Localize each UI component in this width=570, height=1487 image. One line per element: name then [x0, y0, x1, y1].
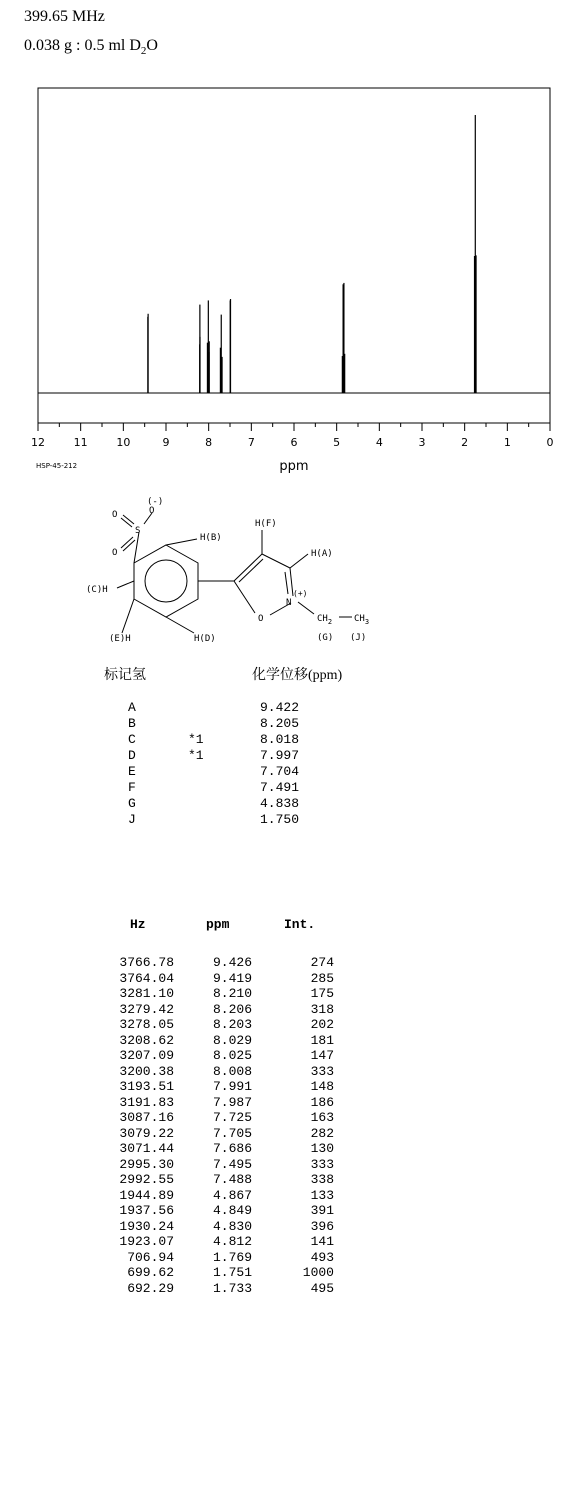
peak-row: [114, 1033, 344, 1049]
peak-ppm: 8.029: [212, 1032, 252, 1048]
peak-ppm: 4.849: [212, 1203, 252, 1218]
ha-bond: [290, 554, 308, 568]
x-tick-label: 11: [73, 436, 88, 449]
o2-label: O: [112, 510, 118, 520]
peak-hz: 699.62: [127, 1265, 174, 1280]
x-tick-label: 1: [503, 436, 511, 449]
peak-row: [114, 1219, 344, 1235]
peak-hz: 3193.51: [119, 1079, 174, 1094]
sample-suffix: O: [146, 37, 158, 54]
peak-hz: 2992.55: [119, 1172, 174, 1187]
spectrum-code: HSP-45-212: [36, 462, 78, 470]
peak-ppm: 7.725: [212, 1110, 252, 1125]
c4-c3-bond: [262, 554, 290, 568]
shift-row: [128, 764, 328, 780]
peak-ppm: 8.008: [212, 1063, 252, 1079]
o-minus-label: (-): [147, 497, 164, 507]
hd-label: H(D): [194, 634, 216, 644]
peak-hz: 3208.62: [119, 1032, 174, 1048]
he-bond: [122, 599, 134, 633]
shift-row: [128, 748, 328, 764]
shift-row: [128, 732, 328, 748]
peak-int: 396: [310, 1218, 334, 1234]
peak-hz: 3766.78: [119, 955, 174, 970]
he-label: (E)H: [109, 634, 131, 644]
shift-label: E: [128, 764, 136, 779]
j-label: (J): [350, 633, 367, 643]
peak-ppm: 1.769: [212, 1249, 252, 1265]
ring-o-label: O: [258, 614, 264, 624]
x-tick-label: 9: [162, 436, 170, 449]
shift-label: B: [128, 716, 136, 731]
peak-hz: 2995.30: [119, 1156, 174, 1172]
shift-shift: 7.704: [260, 764, 300, 779]
peak-hz: 3071.44: [119, 1141, 174, 1156]
peak-header-hz: Hz: [130, 917, 146, 932]
o3-label: O: [112, 548, 118, 558]
x-tick-label: 7: [247, 436, 255, 449]
s-ring-bond: [134, 532, 139, 563]
shift-label: D: [128, 748, 136, 763]
peak-hz: 692.29: [127, 1280, 174, 1296]
peak-row: [114, 1126, 344, 1142]
x-tick-label: 8: [205, 436, 213, 449]
hc-label: (C)H: [86, 585, 108, 595]
shift-row: [128, 716, 328, 732]
peak-int: 202: [310, 1017, 334, 1032]
peak-hz: 3200.38: [119, 1063, 174, 1079]
x-tick-label: 2: [461, 436, 469, 449]
peak-int: 285: [310, 970, 334, 986]
shift-row: [128, 812, 328, 828]
peak-hz: 706.94: [127, 1249, 174, 1265]
n-plus-label: (+): [293, 589, 308, 598]
ch3-label: $CH_3$: [354, 614, 370, 626]
peak-int: 147: [310, 1048, 334, 1063]
peak-int: 175: [310, 986, 334, 1001]
peak-ppm: 7.495: [212, 1156, 252, 1172]
peak-row: [114, 1048, 344, 1064]
peak-int: 318: [310, 1001, 334, 1017]
peak-int: 130: [310, 1141, 334, 1156]
n-ch2-bond: [298, 602, 314, 614]
shift-shift: 7.997: [260, 748, 300, 763]
peak-row: [114, 986, 344, 1002]
peak-hz: 3279.42: [119, 1001, 174, 1017]
peak-ppm: 7.987: [212, 1094, 252, 1110]
peak-row: [114, 1141, 344, 1157]
peak-header-ppm: ppm: [206, 917, 230, 932]
peak-row: [114, 1250, 344, 1266]
peak-row: [114, 1079, 344, 1095]
peak-ppm: 7.686: [212, 1141, 252, 1156]
x-axis-label: ppm: [279, 459, 309, 474]
peak-hz: 1930.24: [119, 1218, 174, 1234]
shift-row: [128, 780, 328, 796]
peak-ppm: 4.812: [212, 1234, 252, 1249]
peak-ppm: 1.751: [212, 1265, 252, 1280]
shift-shift: 7.491: [260, 780, 300, 795]
peak-hz: 3278.05: [119, 1017, 174, 1032]
shift-shift: 9.422: [260, 700, 300, 715]
peak-int: 274: [310, 955, 334, 970]
peak-ppm: 8.025: [212, 1048, 252, 1063]
peak-row: [114, 1002, 344, 1018]
peak-row: [114, 1172, 344, 1188]
ha-label: H(A): [311, 549, 333, 559]
peak-hz: 3191.83: [119, 1094, 174, 1110]
peak-row: [114, 1157, 344, 1173]
peak-hz: 3079.22: [119, 1125, 174, 1141]
peak-int: 186: [310, 1094, 334, 1110]
peak-int: 181: [310, 1032, 334, 1048]
peak-header-int: Int.: [284, 917, 316, 932]
peak-ppm: 7.488: [212, 1172, 252, 1187]
x-tick-label: 0: [546, 436, 554, 449]
sample-subscript: 2: [140, 45, 147, 58]
shift-table: [128, 700, 328, 828]
peak-row: [114, 955, 344, 971]
peak-row: [114, 1110, 344, 1126]
shift-row: [128, 700, 328, 716]
peak-int: 333: [310, 1156, 334, 1172]
peak-row: [114, 1203, 344, 1219]
o1-label: O: [149, 506, 155, 516]
shift-shift: 4.838: [260, 796, 300, 811]
peak-hz: 1923.07: [119, 1234, 174, 1249]
sample-prefix: 0.038 g : 0.5 ml D: [24, 37, 141, 54]
peak-row: [114, 1265, 344, 1281]
hf-label: H(F): [255, 519, 277, 529]
peak-row: [114, 1188, 344, 1204]
peak-ppm: 1.733: [212, 1280, 252, 1296]
hc-bond: [117, 581, 134, 588]
peak-ppm: 8.203: [212, 1017, 252, 1032]
s-label: S: [135, 526, 141, 536]
spectrometer-frequency: 399.65 MHz: [24, 8, 105, 25]
shift-label: J: [128, 812, 136, 827]
x-tick-label: 5: [333, 436, 341, 449]
shift-header-shift: 化学位移(ppm): [252, 668, 343, 683]
shift-shift: 1.750: [260, 812, 300, 827]
hb-label: H(B): [200, 533, 222, 543]
molecular-structure: [0, 0, 570, 660]
x-tick-label: 12: [31, 436, 45, 449]
aromatic-circle: [145, 560, 187, 602]
ch2-label: $CH_2$: [317, 614, 333, 626]
peak-int: 163: [310, 1110, 334, 1125]
benzene-ring: [134, 545, 198, 617]
peak-row: [114, 1234, 344, 1250]
hd-bond: [166, 617, 194, 633]
peak-row: [114, 1064, 344, 1080]
shift-note: *1: [188, 732, 204, 747]
peak-ppm: 8.206: [212, 1001, 252, 1017]
peak-hz: 3764.04: [119, 970, 174, 986]
o-c5-bond: [234, 581, 255, 613]
peak-ppm: 7.705: [212, 1125, 252, 1141]
peak-row: [114, 1095, 344, 1111]
shift-label: C: [128, 732, 136, 747]
s-o-bond-1: [121, 518, 132, 527]
peak-ppm: 7.991: [212, 1079, 252, 1094]
peak-int: 495: [310, 1280, 334, 1296]
n-label: N: [286, 598, 292, 608]
g-label: (G): [317, 633, 334, 643]
peak-row: [114, 1017, 344, 1033]
peak-int: 1000: [302, 1265, 334, 1280]
peak-hz: 3087.16: [119, 1110, 174, 1125]
peak-ppm: 9.419: [212, 970, 252, 986]
shift-shift: 8.018: [260, 732, 300, 747]
x-tick-label: 6: [290, 436, 298, 449]
peak-int: 333: [310, 1063, 334, 1079]
peak-int: 391: [310, 1203, 334, 1218]
peak-hz: 3207.09: [119, 1048, 174, 1063]
x-tick-label: 4: [375, 436, 383, 449]
peak-ppm: 9.426: [212, 955, 252, 970]
peak-int: 338: [310, 1172, 334, 1187]
x-tick-label: 3: [418, 436, 426, 449]
shift-shift: 8.205: [260, 716, 300, 731]
c5-c4-bond: [234, 554, 262, 581]
shift-note: *1: [188, 748, 204, 763]
s-o-bond-2: [121, 537, 133, 548]
shift-label: A: [128, 700, 136, 715]
peak-int: 133: [310, 1187, 334, 1203]
peak-table: [114, 955, 344, 1296]
peak-row: [114, 1281, 344, 1297]
peak-hz: 1944.89: [119, 1187, 174, 1203]
shift-header-label: 标记氢: [104, 668, 146, 683]
peak-hz: 3281.10: [119, 986, 174, 1001]
peak-ppm: 8.210: [212, 986, 252, 1001]
peak-ppm: 4.830: [212, 1218, 252, 1234]
peak-int: 282: [310, 1125, 334, 1141]
hb-bond: [166, 539, 197, 545]
peak-int: 141: [310, 1234, 334, 1249]
peak-hz: 1937.56: [119, 1203, 174, 1218]
peak-row: [114, 971, 344, 987]
shift-label: F: [128, 780, 136, 795]
peak-int: 148: [310, 1079, 334, 1094]
shift-label: G: [128, 796, 136, 811]
shift-row: [128, 796, 328, 812]
x-tick-label: 10: [116, 436, 131, 449]
peak-int: 493: [310, 1249, 334, 1265]
peak-ppm: 4.867: [212, 1187, 252, 1203]
